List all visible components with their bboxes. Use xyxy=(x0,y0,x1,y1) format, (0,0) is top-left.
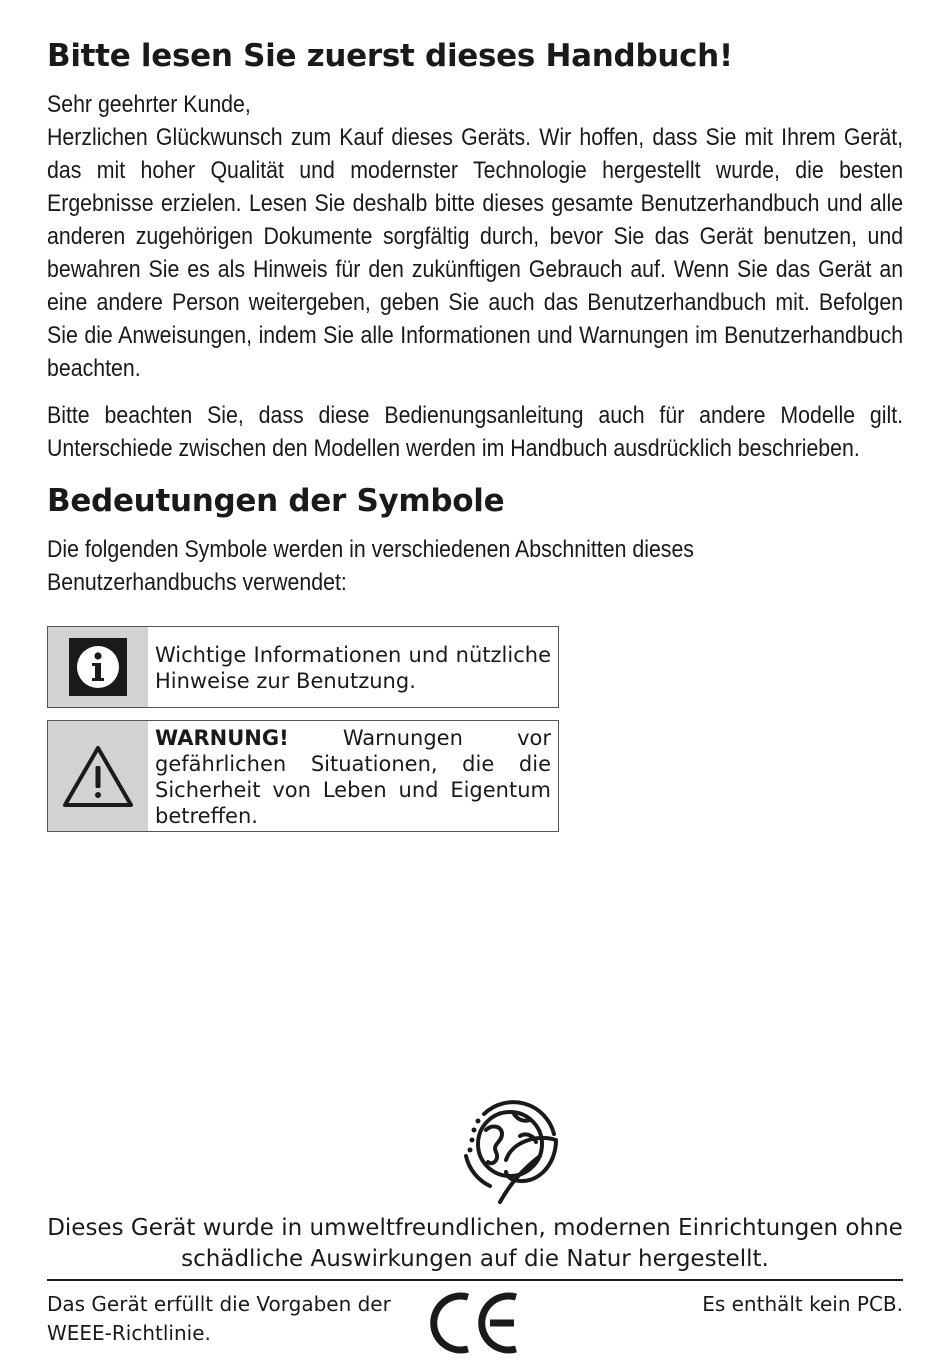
ce-mark-icon xyxy=(430,1291,522,1355)
info-text: Wichtige Informationen und nützliche Hinweise zur Benutzung. xyxy=(155,643,551,693)
warning-description: gefährlichen Situationen, die die Sicherheit von Leben und Eigentum betreffen. xyxy=(155,752,551,828)
models-paragraph: Bitte beachten Sie, dass diese Bedienungsanleitung auch für andere Modelle gilt. Unterschiede zwischen den Modellen werden im Handbuch ausdrücklich beschrieben. xyxy=(47,402,904,462)
symbols-intro-text: Die folgenden Symbole werden in verschiedenen Abschnitten dieses Benutzerhandbuchs verwendet: xyxy=(47,536,694,596)
info-icon-cell xyxy=(48,627,148,707)
warning-triangle-icon xyxy=(62,744,134,808)
earth-leaf-icon xyxy=(456,1090,566,1208)
warning-word: vor xyxy=(517,726,551,750)
warning-icon-cell xyxy=(48,721,148,831)
pcb-statement: Es enthält kein PCB. xyxy=(702,1292,903,1316)
intro-paragraph: Herzlichen Glückwunsch zum Kauf dieses Geräts. Wir hoffen, dass Sie mit Ihrem Gerät, das mit hoher Qualität und modernster Technologie hergestellt wurde, die besten Ergebnisse erzielen. Lesen Sie deshalb bitte dieses gesamte Benutzerhandbuch und alle anderen zugehörigen Dokumente sorgfältig durch, bevor Sie das Gerät benutzen, und bewahren Sie es als Hinweis für den zukünftigen Gebrauch auf. Wenn Sie das Gerät an eine andere Person weitergeben, geben Sie auch das Benutzerhandbuch mit. Befolgen Sie die Anweisungen, indem Sie alle Informationen und Warnungen im Benutzerhandbuch beachten. xyxy=(47,124,904,382)
info-symbol-box xyxy=(47,626,559,708)
symbols-intro xyxy=(47,533,787,599)
warning-symbol-box xyxy=(47,720,559,832)
salutation: Sehr geehrter Kunde, xyxy=(47,91,251,118)
ce-mark-label: CE xyxy=(430,1291,432,1292)
warning-text xyxy=(148,721,558,831)
info-icon xyxy=(68,637,128,697)
warning-first-line xyxy=(155,725,551,751)
warning-word: Warnungen xyxy=(342,726,463,750)
symbols-heading: Bedeutungen der Symbole xyxy=(47,483,505,519)
divider xyxy=(47,1279,903,1281)
main-heading: Bitte lesen Sie zuerst dieses Handbuch! xyxy=(47,38,733,74)
warning-label: WARNUNG! xyxy=(155,726,289,750)
weee-statement: Das Gerät erfüllt die Vorgaben der WEEE-Richtlinie. xyxy=(47,1292,391,1345)
eco-statement: Dieses Gerät wurde in umweltfreundlichen, modernen Einrichtungen ohne schädliche Auswirkungen auf die Natur hergestellt. xyxy=(47,1215,903,1272)
